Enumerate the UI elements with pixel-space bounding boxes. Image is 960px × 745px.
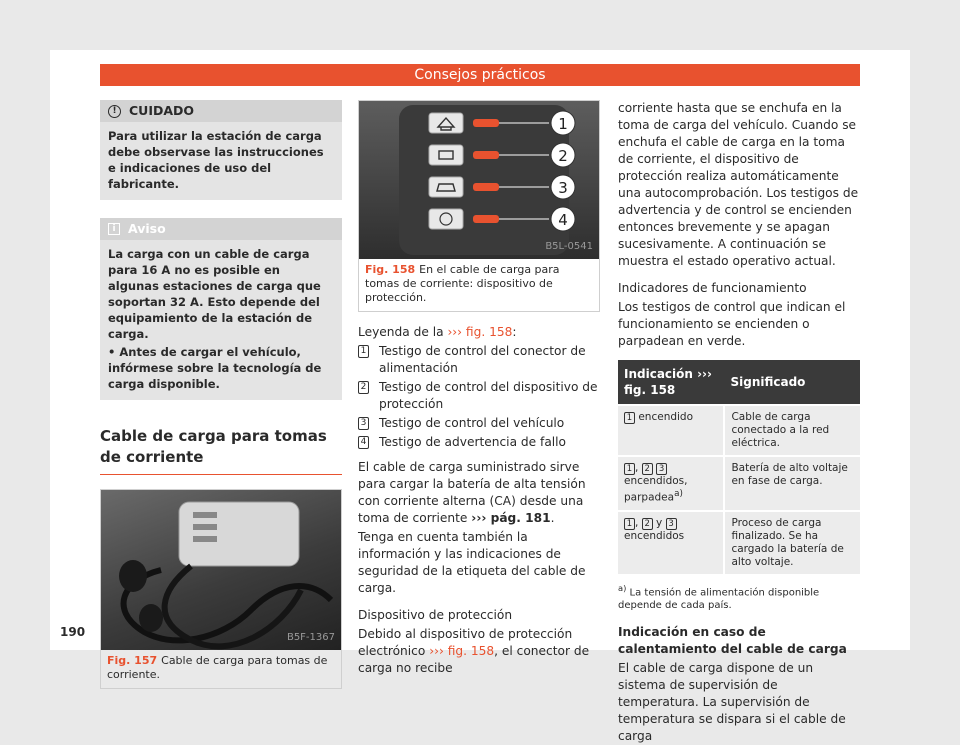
note-text: La carga con un cable de carga para 16 A no es posible en algunas estaciones de carga que soportan 32 A. Esto depende del equipamiento de la estación de carga.	[108, 247, 321, 341]
table-header-row	[618, 360, 860, 405]
table-cell-meaning: Batería de alto voltaje en fase de carga.	[724, 456, 860, 511]
table-header-meaning: Significado	[724, 360, 860, 405]
table-cell-indication: 1 , 2 3 encendidos, parpadea$^{a)}$	[618, 456, 724, 511]
paragraph-continued: corriente hasta que se enchufa en la toma de carga del vehículo. Cuando se enchufa el cable de carga en la toma de corriente, el dispositivo de protección realiza automáticamente una autocomprobación. Los testigos de advertencia y de control se encienden entonces brevemente y se apagan sucesivamente. A continuación se muestra el estado operativo actual.	[618, 101, 859, 268]
legend-item	[358, 343, 600, 377]
indicator-number: 1	[624, 518, 635, 530]
legend-intro-link[interactable]: ››› fig. 158	[447, 325, 513, 339]
info-square-icon: i	[108, 223, 120, 235]
exclamation-circle-icon: !	[108, 105, 121, 118]
overheat-heading: Indicación en caso de calentamiento del cable de carga	[618, 624, 847, 656]
caution-box	[100, 100, 342, 200]
indicator-number: 3	[656, 463, 667, 475]
indicator-number: 1	[624, 412, 635, 424]
column-middle	[358, 100, 600, 677]
legend-text: Testigo de control del vehículo	[379, 416, 565, 430]
note-body	[100, 240, 342, 400]
section-title: Cable de carga para tomas de corriente	[100, 426, 342, 475]
protection-device-photo	[359, 101, 599, 259]
caution-text: Para utilizar la estación de carga debe observase las instrucciones e indicaciones de uso del fabricante.	[108, 129, 324, 191]
note-box	[100, 218, 342, 400]
table-row	[618, 511, 860, 574]
legend-number: 4	[358, 436, 369, 449]
figure-158-label: Fig. 158	[365, 263, 416, 276]
legend-text: Testigo de advertencia de fallo	[379, 435, 567, 449]
indicators-table	[618, 360, 860, 574]
legend-number: 3	[358, 417, 369, 430]
caution-header	[100, 100, 342, 122]
note-title: Aviso	[128, 221, 166, 236]
indicator-number: 2	[642, 518, 653, 530]
legend-text: Testigo de control del dispositivo de protección	[379, 380, 598, 411]
indicator-state: encendidos	[624, 529, 685, 542]
footnote	[618, 582, 860, 612]
footnote-text: La tensión de alimentación disponible depende de cada país.	[618, 586, 820, 611]
footnote-marker: a)	[674, 489, 683, 499]
paragraph-cable-use-text: El cable de carga suministrado sirve para cargar la batería de alta tensión con corriente alterna (CA) desde una toma de corriente	[358, 460, 586, 525]
table-row	[618, 405, 860, 456]
caution-title: CUIDADO	[129, 103, 195, 118]
page-link[interactable]: ››› pág. 181	[471, 511, 551, 525]
legend-number: 1	[358, 345, 369, 358]
legend-intro-text: Leyenda de la	[358, 325, 444, 339]
indicators-text: Los testigos de control que indican el funcionamiento se encienden o parpadean en verde.	[618, 300, 846, 348]
footnote-marker: a)	[618, 582, 627, 593]
charging-cable-photo	[101, 490, 341, 650]
callout-2: 2	[558, 147, 568, 165]
column-left	[100, 100, 342, 689]
paragraph-end: .	[550, 511, 555, 525]
legend-intro	[358, 324, 600, 341]
page-number: 190	[60, 625, 86, 639]
legend-intro-end: :	[512, 325, 517, 339]
legend-item	[358, 415, 600, 432]
table-cell-meaning: Cable de carga conectado a la red eléctrica.	[724, 405, 860, 456]
figure-157-caption	[101, 650, 341, 688]
note-header	[100, 218, 342, 240]
table-header-indication: Indicación ››› fig. 158	[618, 360, 724, 405]
table-cell-indication	[618, 405, 724, 456]
paragraph-protection-text: Debido al dispositivo de protección electrónico	[358, 627, 573, 658]
protection-device-illustration	[359, 101, 599, 259]
figure-157-caption-text: Cable de carga para tomas de corriente.	[107, 654, 328, 681]
figure-158	[358, 100, 600, 312]
paragraph-protection-end: , el conector de carga no recibe	[358, 644, 590, 675]
indicator-join: y	[656, 516, 663, 529]
note-bullet: • Antes de cargar el vehículo, infórmese sobre la tecnología de carga disponible.	[108, 345, 322, 391]
indicator-number: 2	[642, 463, 653, 475]
table-cell-indication: 1 , 2 y 3 encendidos	[618, 511, 724, 574]
legend-item	[358, 434, 600, 451]
table-row	[618, 456, 860, 511]
indicator-number: 3	[666, 518, 677, 530]
figure-ref-code: B5L-0541	[545, 241, 593, 252]
paragraph-cable-use	[358, 459, 600, 527]
column-right	[618, 100, 860, 745]
figure-link[interactable]: ››› fig. 158	[429, 644, 495, 658]
figure-ref-code: B5F-1367	[286, 632, 335, 643]
paragraph-protection	[358, 626, 600, 677]
legend-number: 2	[358, 381, 369, 394]
table-cell-meaning: Proceso de carga finalizado. Se ha cargado la batería de alto voltaje.	[724, 511, 860, 574]
caution-body	[100, 122, 342, 200]
callout-1: 1	[558, 115, 568, 133]
figure-158-caption-text: En el cable de carga para tomas de corriente: dispositivo de protección.	[365, 263, 560, 304]
figure-157-label: Fig. 157	[107, 654, 158, 667]
figure-157	[100, 489, 342, 689]
indicator-number: 1	[624, 463, 635, 475]
figure-158-caption	[359, 259, 599, 311]
callout-3: 3	[558, 179, 568, 197]
page-header: Consejos prácticos	[100, 64, 860, 86]
protection-heading: Dispositivo de protección	[358, 608, 513, 622]
paragraph-label-info: Tenga en cuenta también la información y las indicaciones de seguridad de la etiqueta del cable de carga.	[358, 530, 586, 595]
legend-list	[358, 343, 600, 451]
indicator-state: encendido	[638, 411, 694, 423]
legend-item	[358, 379, 600, 413]
indicators-heading: Indicadores de funcionamiento	[618, 281, 807, 295]
overheat-text: El cable de carga dispone de un sistema de supervisión de temperatura. La supervisión de temperatura se dispara si el cable de carga	[618, 660, 846, 743]
indicator-state: encendidos, parpadea	[624, 475, 688, 504]
legend-text: Testigo de control del conector de alimentación	[379, 344, 586, 375]
callout-4: 4	[558, 211, 568, 229]
charging-cable-illustration	[101, 490, 341, 650]
